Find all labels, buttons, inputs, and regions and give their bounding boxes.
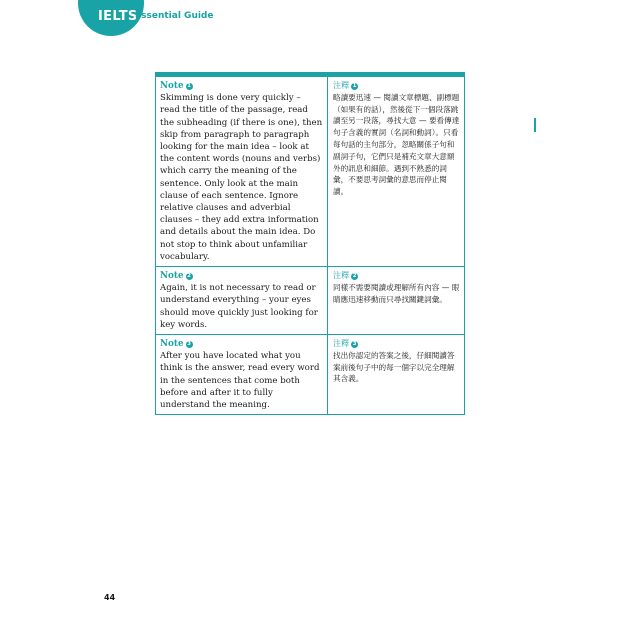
note-english-text: Skimming is done very quickly – read the title of the passage, read the subheading (if there is one), then skip from paragraph to paragraph looking for the main idea – look at the content words (nouns and verbs) which carry the meaning of the sentence. Only look at the main clause of each sentence. Ignore relative clauses and adverbial clauses – they add extra information and details about the main idea. Do not stop to think about unfamiliar vocabulary.: [160, 93, 323, 262]
note-zh-number-badge: 3: [352, 341, 357, 348]
note-heading: [160, 270, 323, 282]
note-row: [156, 334, 464, 414]
brand-subtitle: Essential Guide: [135, 11, 214, 21]
page-number: 44: [104, 593, 116, 602]
note-heading: [160, 80, 323, 92]
note-english-cell: [156, 77, 328, 266]
note-zh-title: 注釋: [333, 339, 349, 349]
note-english-cell: [156, 335, 328, 414]
note-zh-title: 注釋: [333, 271, 349, 281]
note-title: Note: [160, 339, 184, 350]
notes-table: [155, 72, 465, 415]
note-chinese-cell: [328, 335, 464, 414]
note-row: [156, 266, 464, 334]
note-number-badge: 3: [187, 341, 191, 348]
note-zh-title: 注釋: [333, 81, 349, 90]
note-chinese-cell: [328, 267, 464, 334]
brand-title: IELTS: [98, 9, 138, 24]
note-number-badge: 1: [187, 83, 191, 89]
header-band: [0, 0, 620, 36]
note-chinese-cell: [328, 77, 464, 266]
note-zh-number-badge: 1: [352, 83, 357, 89]
note-chinese-text: 略讀要迅速 — 閱讀文章標題、副標題（如果有的話），然後從下一個段落跳讀至另一段落，尋找大意 — 要看傳達句子含義的實詞（名詞和動詞）。只看每句話的主句部分，忽略關係子句和副詞子句，它們只是補充文章大意額外的訊息和細節。遇到不熟悉的詞彙，不要思考詞彙的意思而停止閱讀。: [333, 92, 460, 197]
note-english-text: After you have located what you think is the answer, read every word in the sentences that come both before and after it to fully understand the meaning.: [160, 351, 320, 411]
note-number-badge: 2: [187, 273, 191, 280]
note-zh-heading: [333, 80, 460, 92]
note-chinese-text: 找出你認定的答案之後，仔細閱讀答案前後句子中的每一個字以完全理解其含義。: [333, 350, 455, 384]
note-chinese-text: 同樣不需要閱讀或理解所有內容 — 眼睛應迅速移動而只尋找關鍵詞彙。: [333, 282, 460, 304]
margin-mark: [534, 118, 536, 132]
note-title: Note: [160, 81, 184, 91]
note-zh-number-badge: 2: [352, 273, 357, 280]
note-row: [156, 77, 464, 266]
note-zh-heading: [333, 338, 460, 350]
note-zh-heading: [333, 270, 460, 282]
note-english-cell: [156, 267, 328, 334]
note-title: Note: [160, 271, 184, 282]
note-english-text: Again, it is not necessary to read or understand everything – your eyes should move quickly just looking for key words.: [160, 283, 318, 330]
note-heading: [160, 338, 323, 350]
